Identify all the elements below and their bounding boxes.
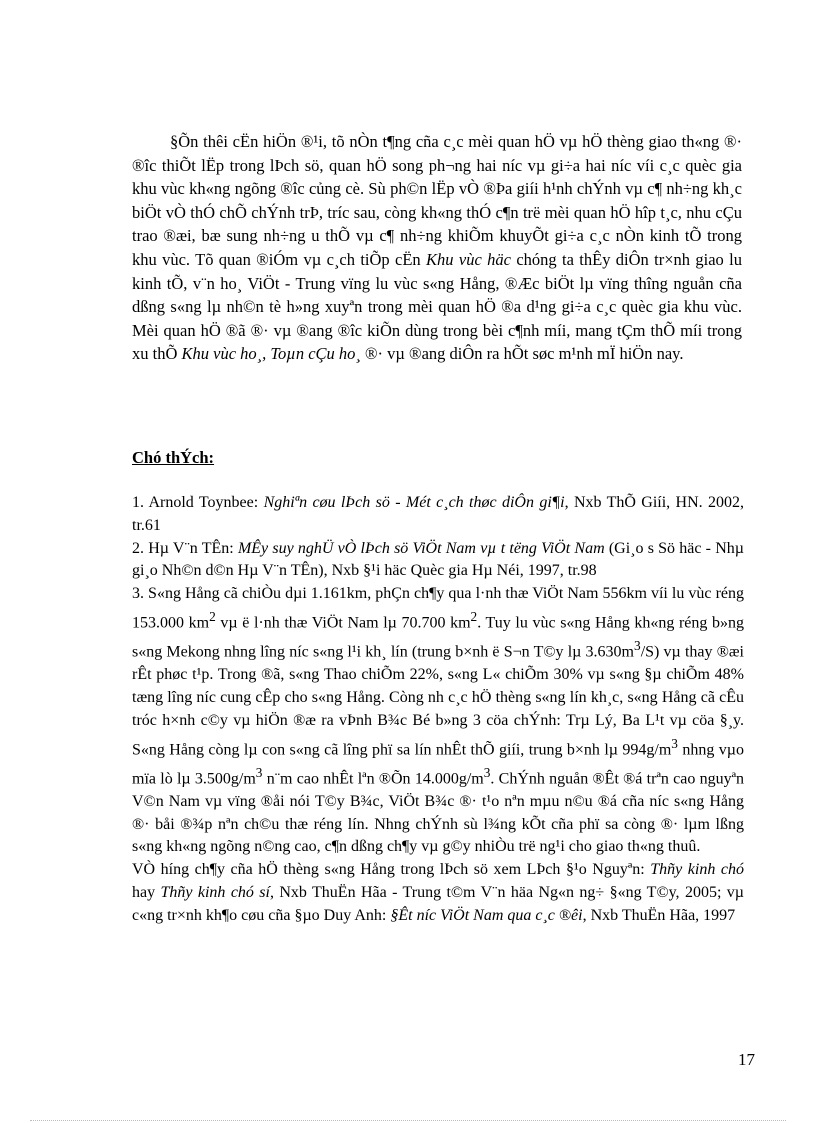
- footnote-4-text-a: VÒ híng ch¶y cña hÖ thèng s«ng Hång trong lÞch sö xem LÞch §¹o Nguyªn:: [132, 861, 651, 879]
- footnotes: [132, 492, 744, 928]
- footnote-3-text-e: nhng vµo mïa lò lµ 3.500g/m: [132, 740, 745, 788]
- main-paragraph-italic-1: Khu vùc häc: [426, 249, 511, 269]
- notes-title: Chó thÝch:: [132, 448, 215, 467]
- footnote-3-sup-6: 3: [483, 764, 491, 780]
- footnote-3-sup-2: 2: [470, 608, 478, 624]
- footnote-3-text-a: 3. S«ng Hång cã chiÒu dµi 1.161km, phÇn ch¶y qua l·nh thæ ViÖt Nam 556km víi lu vùc réng 153.000 km: [132, 585, 744, 632]
- page-number: 17: [738, 1050, 755, 1069]
- main-paragraph: [132, 130, 742, 366]
- footnote-4-title-2: Thñy kinh chó sí: [160, 884, 270, 902]
- main-paragraph-italic-2: Khu vùc ho¸, Toµn cÇu ho¸: [181, 344, 361, 364]
- footnote-4-text-e: , Nxb ThuËn Hãa - Trung t©m V¨n häa Ng«n ng÷ §«ng T©y, 2005; vµ c«ng tr×nh kh¶o cøu cña §µo Duy Anh:: [132, 884, 744, 924]
- footnote-2-title: MÊy suy nghÜ vÒ lÞch sö ViÖt Nam vµ t tëng ViÖt Nam: [237, 539, 605, 557]
- footnote-4-title-3: §Êt níc ViÖt Nam qua c¸c ®êi: [390, 906, 583, 924]
- main-paragraph-text-3: ®· vµ ®ang diÔn ra hÕt søc m¹nh mÏ hiÖn nay.: [360, 344, 684, 364]
- footnote-3-sup-4: 3: [671, 735, 678, 751]
- footnote-3-text-b: vµ ë l·nh thæ ViÖt Nam lµ 70.700 km: [215, 614, 471, 632]
- footnote-3-text-d: /S) vµ thay ®æi rÊt phøc t¹p. Trong ®ã, s«ng Thao chiÕm 22%, s«ng L« chiÕm 30% vµ s«ng §µ chiÕm 48% tæng lîng níc cung cÊp cho s«ng Hång. Còng nh c¸c hÖ thèng s«ng lín kh¸c, s«ng Hång cã cÊu tróc h×nh c©y vµ hiÖn ®æ ra vÞnh B¾c Bé b»ng 3 cöa chÝnh: Trµ Lý, Ba L¹t vµ cöa §¸y. S«ng Hång còng lµ con s«ng cã lîng phï sa lín nhÊt thÕ giíi, trung b×nh lµ 994g/m: [132, 643, 744, 758]
- footnote-3-sup-3: 3: [634, 638, 641, 654]
- footnote-3-sup-1: 2: [209, 608, 216, 624]
- footnote-3-text-c: . Tuy lu vùc s«ng Hång kh«ng réng b»ng s«ng Mekong nhng lîng níc s«ng l¹i kh¸ lín (trung b×nh ë S¬n T©y lµ 3.630m: [132, 614, 744, 661]
- footnote-4: [132, 859, 744, 927]
- page-bottom-divider: [30, 1120, 786, 1121]
- footnote-3: [132, 583, 744, 859]
- footnote-2-author: 2. Hµ V¨n TÊn:: [132, 539, 238, 557]
- footnote-1-author: 1. Arnold Toynbee:: [132, 494, 264, 511]
- footnote-3-text-f: n¨m cao nhÊt lªn ®Õn 14.000g/m: [262, 770, 484, 788]
- footnote-2-publisher: (Gi¸o s Sö häc - Nhµ gi¸o Nh©n d©n Hµ V¨n TÊn), Nxb §¹i häc Quèc gia Hµ Néi, 1997, tr.98: [132, 539, 744, 580]
- footnote-3-text-g: . ChÝnh nguån ®Êt ®á trªn cao nguyªn V©n Nam vµ vïng ®åi nói T©y B¾c, ViÖt B¾c ®· t¹o nªn mµu n©u ®á cña níc s«ng Hång ®· båi ®¾p nªn ch©u thæ réng lín. Nhng chÝnh sù l¾ng kÕt cña phï sa còng ®· lµm lßng s«ng kh«ng ngõng n©ng cao, c¶n dßng ch¶y vµ g©y nhiÒu trë ng¹i cho giao th«ng thuû.: [132, 770, 745, 856]
- footnote-4-text-c: hay: [132, 884, 161, 902]
- footnote-4-text-g: , Nxb ThuËn Hãa, 1997: [582, 906, 736, 924]
- footnote-4-title-1: Thñy kinh chó: [650, 861, 744, 879]
- main-paragraph-text-2: chóng ta thÊy diÔn tr×nh giao lu kinh tÕ, v¨n ho¸ ViÖt - Trung vïng lu vùc s«ng Hång, ®Æc biÖt lµ vïng thîng nguån cña dßng s«ng lµ nh©n tè h»ng xuyªn trong mèi quan hÖ ®a d¹ng gi÷a c¸c quèc gia khu vùc. Mèi quan hÖ ®ã ®· vµ ®ang ®îc kiÕn dùng trong bèi c¶nh míi, mang tÇm thÕ míi trong xu thÕ: [132, 249, 743, 364]
- main-paragraph-text-1: §Õn thêi cËn hiÖn ®¹i, tõ nÒn t¶ng cña c¸c mèi quan hÖ vµ hÖ thèng giao th«ng ®· ®îc thiÕt lËp trong lÞch sö, quan hÖ song ph¬ng hai níc vµ gi÷a hai níc víi c¸c quèc gia khu vùc kh«ng ngõng ®îc củng cè. Sù ph©n lËp vÒ ®Þa giíi h¹nh chÝnh vµ c¶ nh÷ng kh¸c biÖt vÒ thÓ chÕ chÝnh trÞ, tríc sau, còng kh«ng thÓ c¶n trë mèi quan hÖ hîp t¸c, nhu cÇu trao ®æi, bæ sung nh÷ng u thÕ vµ c¶ nh÷ng khiÕm khuyÕt gi÷a c¸c nÒn kinh tÕ trong khu vùc. Tõ quan ®iÓm vµ c¸ch tiÕp cËn: [132, 132, 742, 269]
- footnote-1: [132, 492, 744, 538]
- footnote-3-sup-5: 3: [255, 764, 263, 780]
- footnote-1-publisher: , Nxb ThÕ Giíi, HN. 2002, tr.61: [132, 494, 745, 534]
- footnote-1-title: Nghiªn cøu lÞch sö - Mét c¸ch thøc diÔn gi¶i: [263, 494, 565, 511]
- footnote-2: [132, 538, 744, 584]
